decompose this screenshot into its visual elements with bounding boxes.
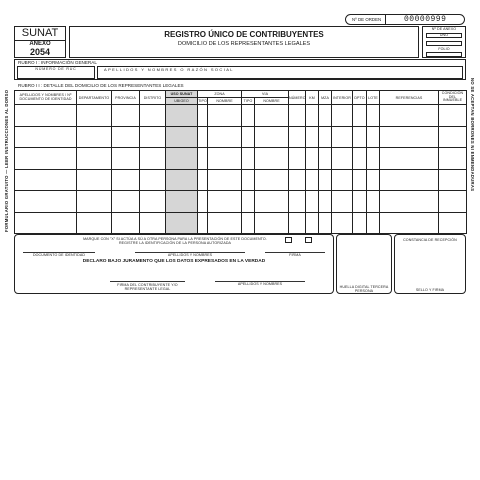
authorized-person-note: MARQUE CON "X" SI ACTÚA A SÚ A OTRA PERSONA PARA LA PRESENTACIÓN DE ESTE DOCUMENTO. REGISTRE LA IDENTIFICACIÓN DE LA PERSONA AUTORIZADA bbox=[83, 237, 267, 246]
order-number-label: Nº DE ORDEN bbox=[352, 15, 386, 24]
oath-statement: DECLARO BAJO JURAMENTO QUE LOS DATOS EXPRESADOS EN LA VERDAD bbox=[82, 259, 266, 264]
taxpayer-name-field[interactable] bbox=[97, 66, 463, 79]
id-document-label: DOCUMENTO DE IDENTIDAD bbox=[32, 253, 86, 257]
col-header-references: REFERENCIAS bbox=[380, 91, 439, 105]
annex-folio-box bbox=[422, 26, 466, 58]
legal-signature-label: FIRMA DEL CONTRIBUYENTE Y/O REPRESENTANTE LEGAL bbox=[117, 283, 178, 292]
authorized-names-label: APELLIDOS Y NOMBRES bbox=[167, 253, 213, 257]
taxpayer-name-label: APELLIDOS Y NOMBRES O RAZÓN SOCIAL bbox=[104, 67, 234, 72]
declaration-box bbox=[14, 234, 334, 294]
table-row bbox=[15, 148, 467, 170]
table-row bbox=[15, 126, 467, 148]
col-header-zone-type: TIPO bbox=[198, 99, 207, 103]
col-header-name-doc: APELLIDOS Y NOMBRES / Nº DOCUMENTO DE IDENTIDAD bbox=[15, 91, 77, 105]
col-header-ubigeo: UBIGEO bbox=[166, 98, 198, 105]
order-number-box bbox=[345, 14, 465, 25]
col-header-interior: INTERIOR bbox=[332, 91, 353, 105]
title-box bbox=[69, 26, 419, 58]
table-cell[interactable] bbox=[15, 105, 77, 127]
ruc-label: NÚMERO DE RUC bbox=[35, 67, 77, 71]
page-subtitle: DOMICILIO DE LOS REPRESENTANTES LEGALES bbox=[177, 41, 311, 47]
authorized-person-checkbox-1[interactable] bbox=[285, 237, 292, 243]
receipt-title: CONSTANCIA DE RECEPCIÓN bbox=[403, 238, 457, 242]
order-number-value: 00000999 bbox=[404, 15, 447, 24]
rubro-general-section bbox=[14, 59, 466, 80]
thumbprint-box bbox=[336, 234, 392, 294]
col-header-property-condition: CONDICIÓN DEL INMUEBLE bbox=[439, 91, 467, 105]
annex-number-field[interactable] bbox=[426, 41, 462, 46]
col-header-road-name: NOMBRE bbox=[255, 98, 289, 105]
side-note-right: NO SE ACEPTAN BORRONES NI ENMENDADURAS bbox=[470, 78, 475, 192]
col-header-number: NÚMERO bbox=[289, 91, 306, 105]
side-note-left: FORMULARIO GRATUITO — LEER INSTRUCCIONES AL DORSO bbox=[4, 89, 9, 232]
col-header-district: DISTRITO bbox=[140, 91, 166, 105]
form-number: 2054 bbox=[29, 47, 51, 57]
table-row bbox=[15, 212, 467, 234]
form-id-box bbox=[14, 26, 66, 58]
annex-label: ANEXO bbox=[29, 41, 51, 47]
col-header-sunat-use: USO SUNAT bbox=[166, 91, 198, 98]
col-header-province: PROVINCIA bbox=[112, 91, 140, 105]
legal-names-label: APELLIDOS Y NOMBRES bbox=[237, 282, 283, 286]
folio-label: FOLIO bbox=[438, 47, 450, 51]
page-title: REGISTRO ÚNICO DE CONTRIBUYENTES bbox=[164, 30, 324, 39]
table-row bbox=[15, 105, 467, 127]
authorized-person-checkbox-2[interactable] bbox=[305, 237, 312, 243]
ruc-field[interactable] bbox=[17, 66, 95, 79]
col-header-road-type: TIPO bbox=[242, 98, 255, 105]
stamp-signature-label: SELLO Y FIRMA bbox=[415, 288, 445, 292]
col-header-km: KM bbox=[306, 91, 319, 105]
table-row bbox=[15, 169, 467, 191]
col-header-department: DEPARTAMENTO bbox=[77, 91, 112, 105]
rubro-address-title: RUBRO I I : DETALLE DEL DOMICILIO DE LOS REPRESENTANTES LEGALES bbox=[18, 83, 184, 88]
brand-logo: SUNAT bbox=[21, 27, 59, 39]
address-table bbox=[14, 90, 466, 234]
col-header-lot: LOTE bbox=[367, 91, 380, 105]
table-row bbox=[15, 191, 467, 213]
col-header-road: VIA bbox=[242, 91, 289, 98]
authorized-signature-label: FIRMA bbox=[289, 253, 301, 257]
col-header-zone: ZONA bbox=[198, 91, 242, 98]
col-header-apartment: DPTO bbox=[353, 91, 367, 105]
col-header-block: MZA bbox=[319, 91, 332, 105]
thumbprint-label: HUELLA DIGITAL TERCERA PERSONA bbox=[339, 285, 389, 294]
rubro-general-title: RUBRO I : INFORMACIÓN GENERAL bbox=[18, 60, 97, 65]
annex-number-value: UNO bbox=[439, 33, 449, 37]
col-header-zone-name: NOMBRE bbox=[208, 98, 242, 105]
annex-number-label: Nº DE ANEXO bbox=[431, 27, 457, 31]
folio-field[interactable] bbox=[426, 52, 462, 57]
receipt-box bbox=[394, 234, 466, 294]
